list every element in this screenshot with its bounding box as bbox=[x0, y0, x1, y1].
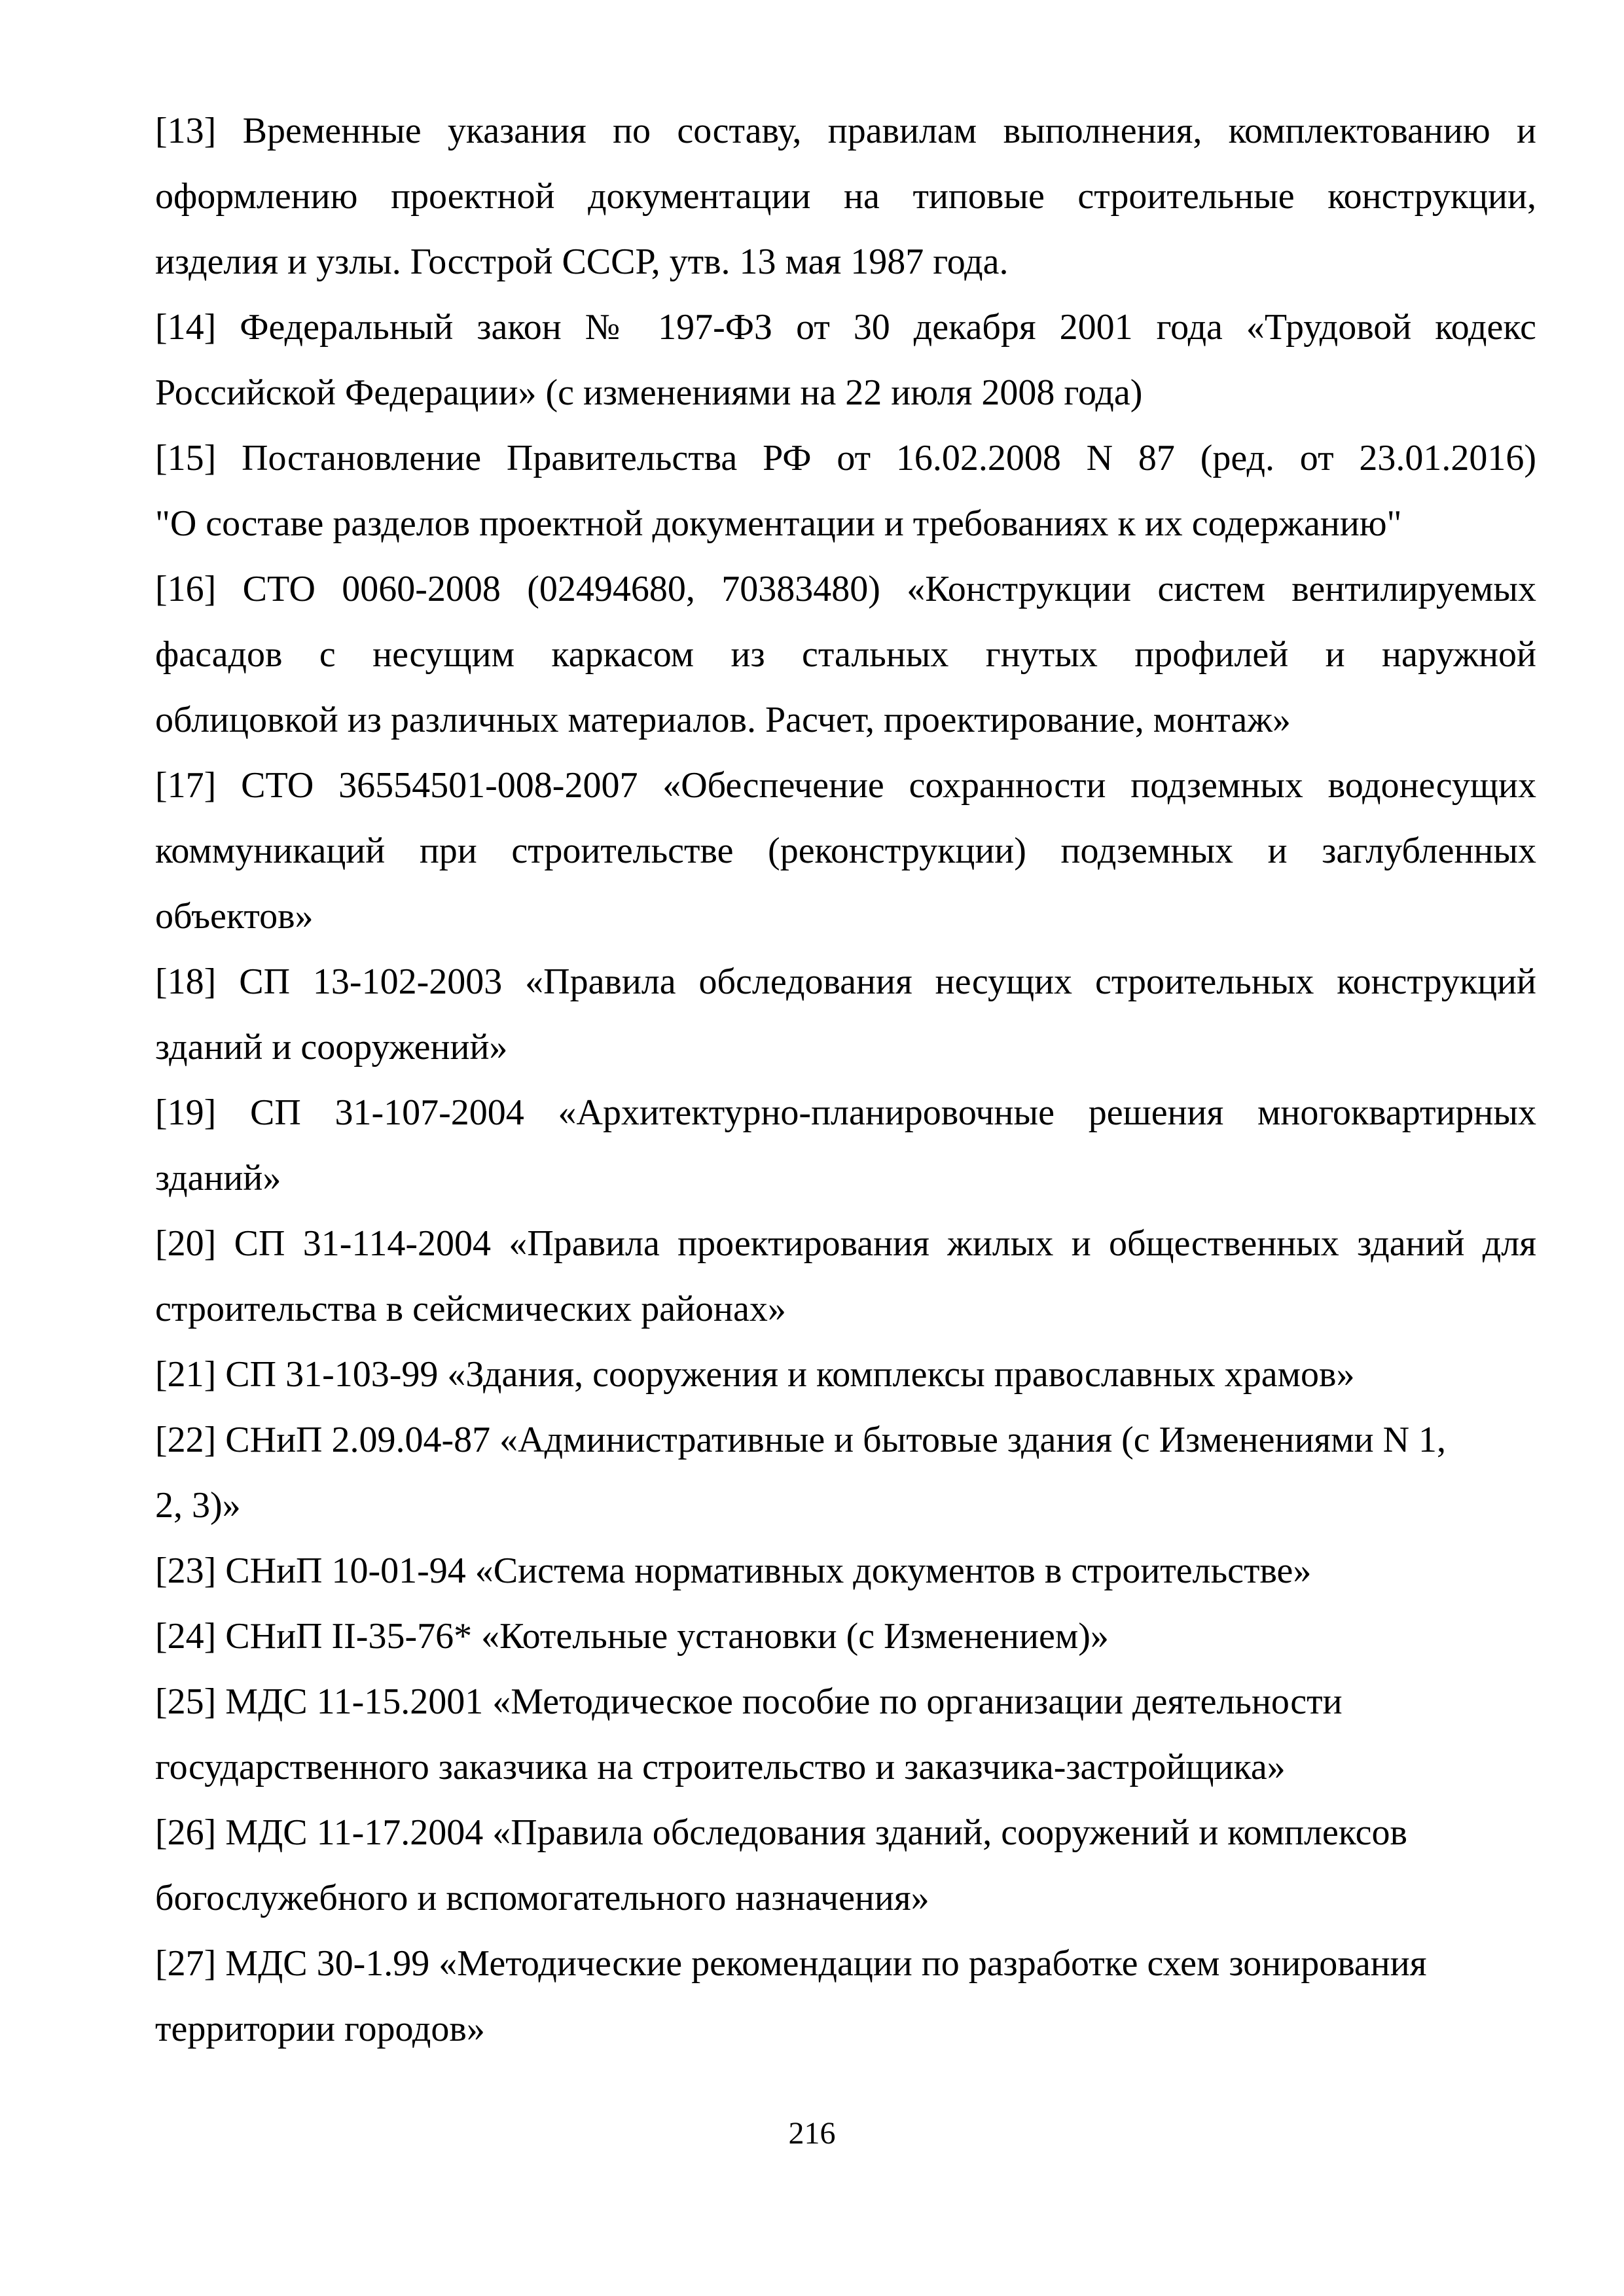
reference-26-line-1: [26] МДС 11-17.2004 «Правила обследования зданий, сооружений и комплексов bbox=[155, 1812, 1407, 1853]
reference-19-line-2: зданий» bbox=[155, 1158, 281, 1198]
reference-21-line-1: [21] СП 31-103-99 «Здания, сооружения и комплексы православных храмов» bbox=[155, 1354, 1355, 1395]
reference-20-line-1: [20] СП 31-114-2004 «Правила проектирования жилых и общественных зданий для bbox=[155, 1223, 1536, 1264]
reference-13-line-1: [13] Временные указания по составу, правилам выполнения, комплектованию и bbox=[155, 111, 1536, 151]
reference-16-line-3: облицовкой из различных материалов. Расчет, проектирование, монтаж» bbox=[155, 700, 1291, 740]
reference-14-line-1: [14] Федеральный закон № 197-ФЗ от 30 декабря 2001 года «Трудовой кодекс bbox=[155, 307, 1536, 348]
reference-16-line-2: фасадов с несущим каркасом из стальных гнутых профилей и наружной bbox=[155, 634, 1536, 675]
page-number: 216 bbox=[788, 2116, 836, 2151]
reference-list bbox=[155, 98, 1536, 2062]
reference-15-line-1: [15] Постановление Правительства РФ от 16.02.2008 N 87 (ред. от 23.01.2016) bbox=[155, 438, 1536, 478]
reference-19-line-1: [19] СП 31-107-2004 «Архитектурно-планировочные решения многоквартирных bbox=[155, 1092, 1536, 1133]
reference-13-line-3: изделия и узлы. Госстрой СССР, утв. 13 мая 1987 года. bbox=[155, 242, 1009, 282]
reference-23-line-1: [23] СНиП 10-01-94 «Система нормативных документов в строительстве» bbox=[155, 1551, 1312, 1591]
reference-22-line-1: [22] СНиП 2.09.04-87 «Административные и бытовые здания (с Изменениями N 1, bbox=[155, 1420, 1447, 1460]
reference-17-line-3: объектов» bbox=[155, 896, 314, 937]
reference-14-line-2: Российской Федерации» (с изменениями на 22 июля 2008 года) bbox=[155, 372, 1143, 413]
reference-22-line-2: 2, 3)» bbox=[155, 1485, 241, 1526]
reference-27-line-1: [27] МДС 30-1.99 «Методические рекомендации по разработке схем зонирования bbox=[155, 1943, 1427, 1984]
reference-27-line-2: территории городов» bbox=[155, 2009, 485, 2049]
reference-18-line-2: зданий и сооружений» bbox=[155, 1027, 508, 1067]
reference-25-line-2: государственного заказчика на строительство и заказчика-застройщика» bbox=[155, 1747, 1286, 1787]
reference-20-line-2: строительства в сейсмических районах» bbox=[155, 1289, 786, 1329]
reference-18-line-1: [18] СП 13-102-2003 «Правила обследования несущих строительных конструкций bbox=[155, 961, 1536, 1002]
reference-15-line-2: "О составе разделов проектной документации и требованиях к их содержанию" bbox=[155, 503, 1402, 544]
reference-17-line-1: [17] СТО 36554501-008-2007 «Обеспечение сохранности подземных водонесущих bbox=[155, 765, 1536, 806]
reference-24-line-1: [24] СНиП II-35-76* «Котельные установки (с Изменением)» bbox=[155, 1616, 1109, 1657]
reference-17-line-2: коммуникаций при строительстве (реконструкции) подземных и заглубленных bbox=[155, 831, 1536, 871]
reference-13-line-2: оформлению проектной документации на типовые строительные конструкции, bbox=[155, 176, 1536, 217]
reference-25-line-1: [25] МДС 11-15.2001 «Методическое пособие по организации деятельности bbox=[155, 1681, 1343, 1722]
reference-16-line-1: [16] СТО 0060-2008 (02494680, 70383480) «Конструкции систем вентилируемых bbox=[155, 569, 1536, 609]
reference-26-line-2: богослужебного и вспомогательного назначения» bbox=[155, 1878, 929, 1918]
